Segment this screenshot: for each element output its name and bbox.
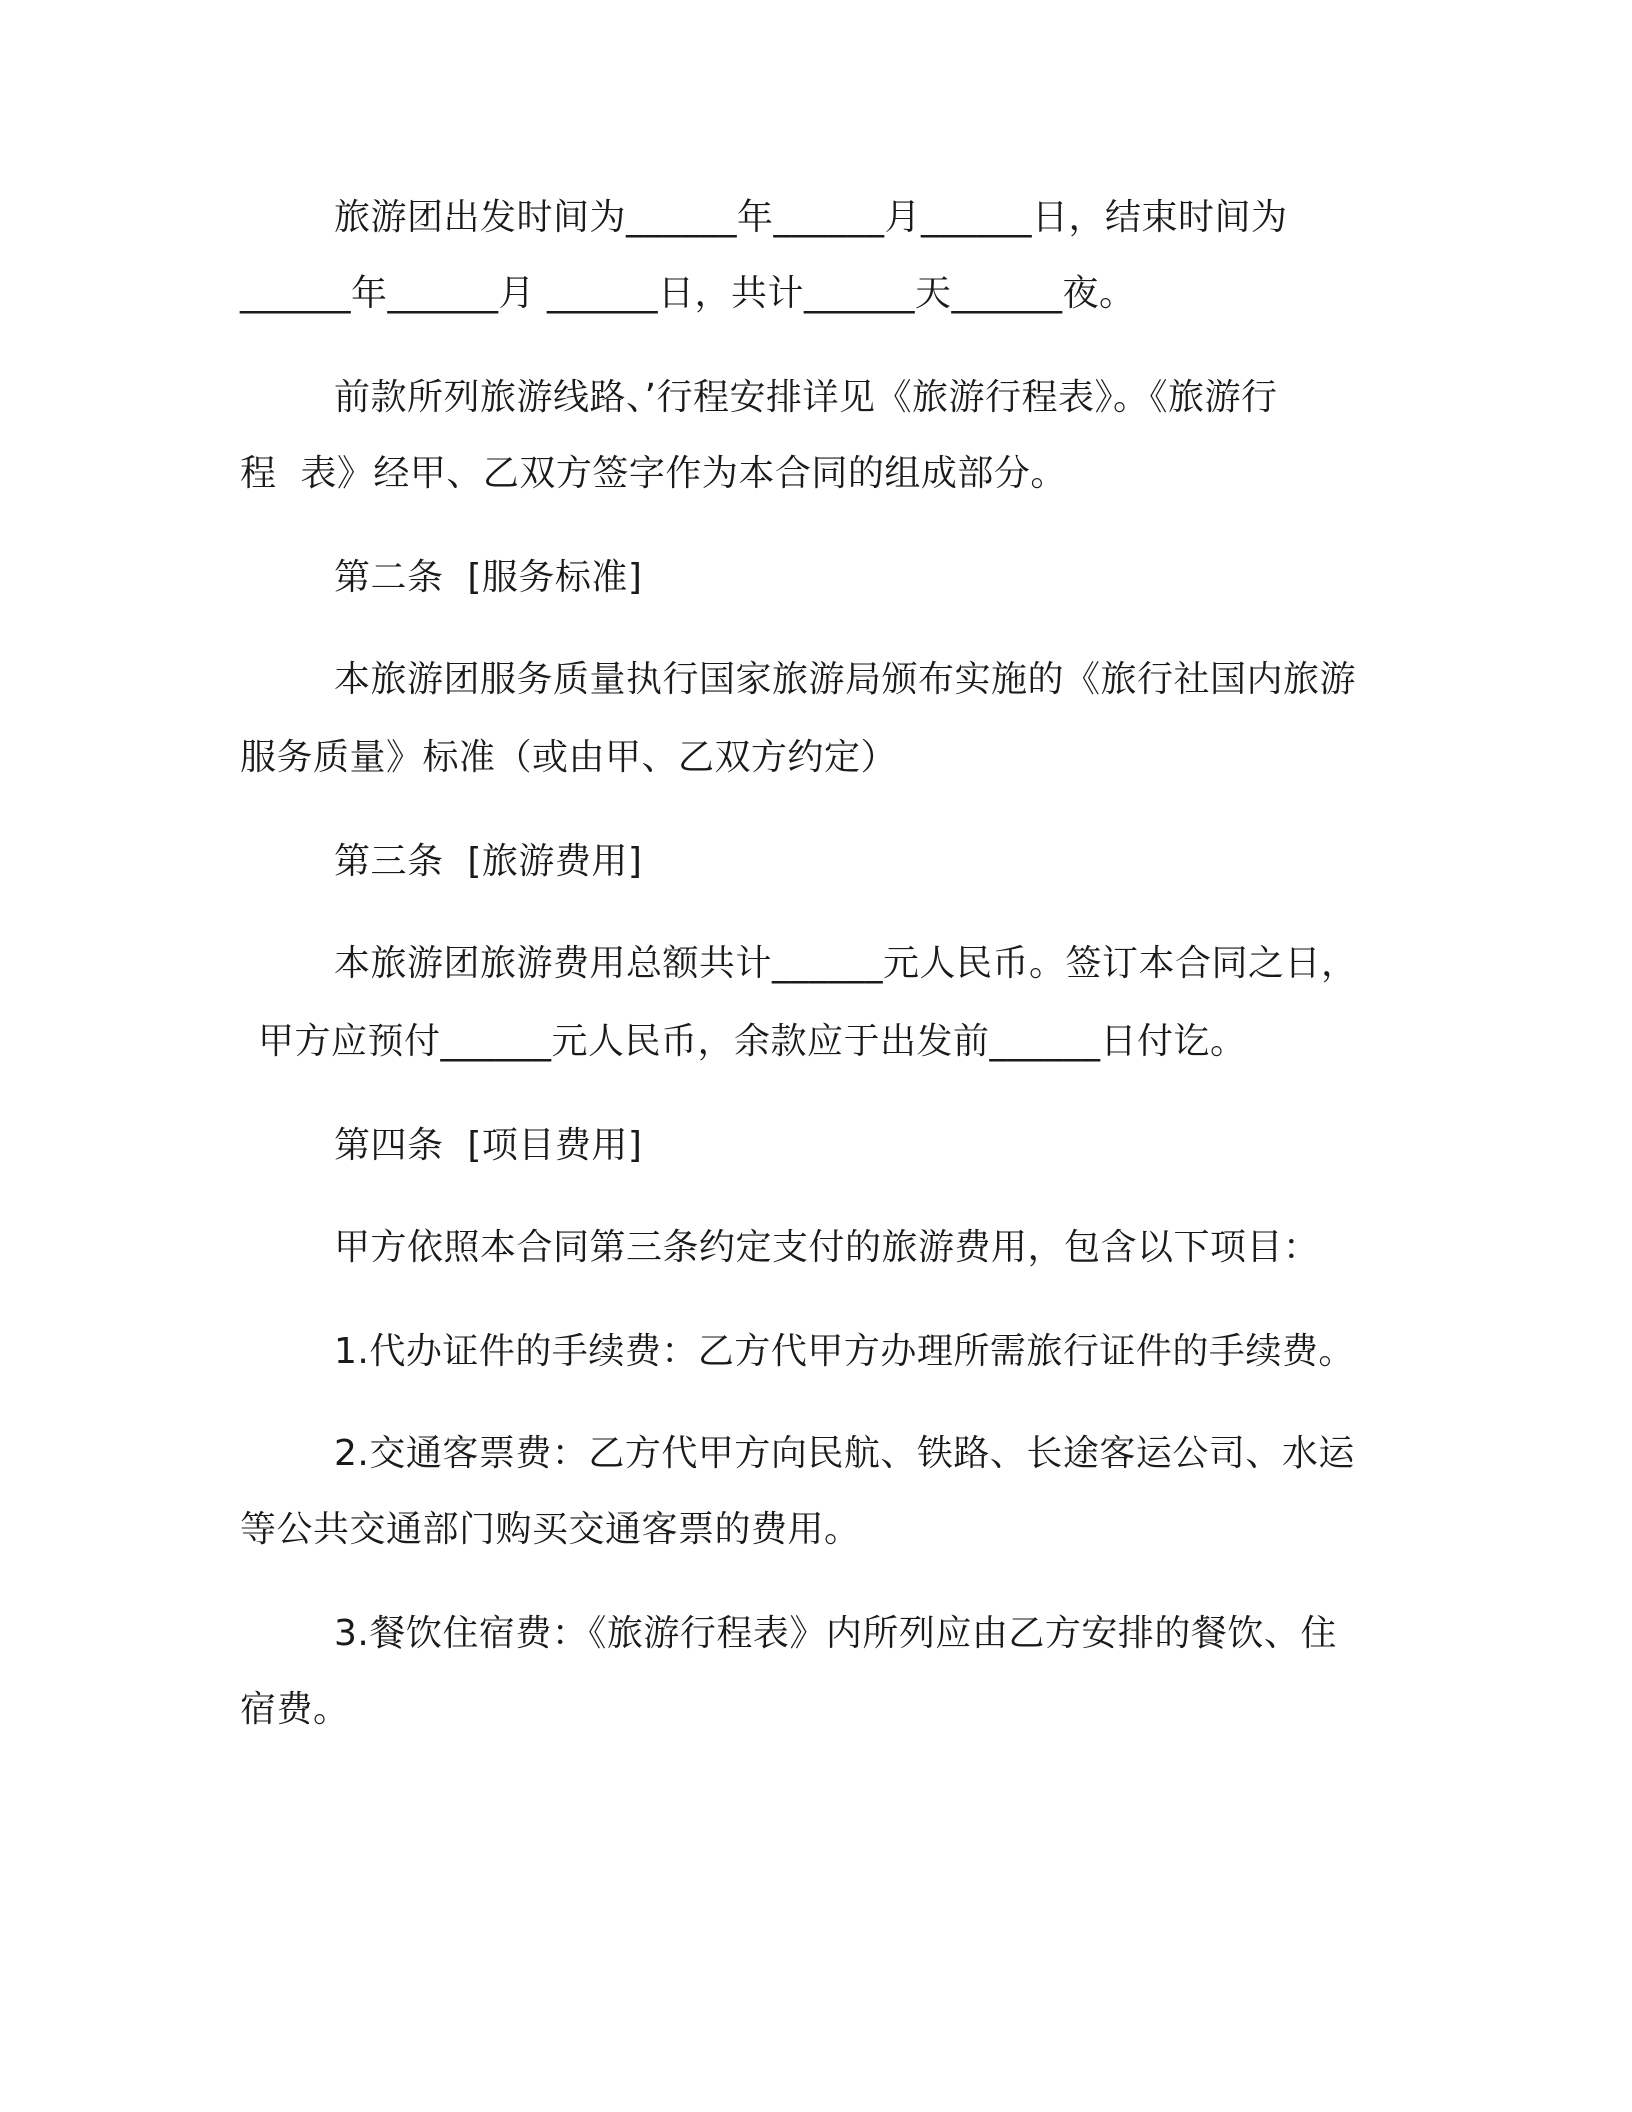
paragraph-departure-line-1: 旅游团出发时间为______年______月______日，结束时间为 <box>334 197 1288 238</box>
paragraph-fee-line-1: 本旅游团旅游费用总额共计______元人民币。签订本合同之日， <box>334 943 1358 984</box>
paragraph-items-intro: 甲方依照本合同第三条约定支付的旅游费用，包含以下项目： <box>334 1227 1320 1268</box>
item-1-documents-fee: 1.代办证件的手续费：乙方代甲方办理所需旅行证件的手续费。 <box>334 1331 1355 1372</box>
paragraph-itinerary-line-1: 前款所列旅游线路、’行程安排详见《旅游行程表》。《旅游行 <box>334 377 1278 418</box>
item-3-meals-line-2: 宿费。 <box>240 1689 350 1730</box>
article-3-heading: 第三条 [旅游费用] <box>334 841 643 882</box>
item-2-transport-line-1: 2.交通客票费：乙方代甲方向民航、铁路、长途客运公司、水运 <box>334 1433 1355 1474</box>
article-2-heading: 第二条 [服务标准] <box>334 557 643 598</box>
item-3-meals-line-1: 3.餐饮住宿费：《旅游行程表》内所列应由乙方安排的餐饮、住 <box>334 1613 1337 1654</box>
paragraph-service-line-1: 本旅游团服务质量执行国家旅游局颁布实施的《旅行社国内旅游 <box>334 659 1357 700</box>
paragraph-fee-line-2: 甲方应预付______元人民币，余款应于出发前______日付讫。 <box>258 1021 1247 1062</box>
item-2-transport-line-2: 等公共交通部门购买交通客票的费用。 <box>240 1509 861 1550</box>
paragraph-service-line-2: 服务质量》标准（或由甲、乙双方约定） <box>240 737 898 778</box>
paragraph-departure-line-2: ______年______月 ______日，共计______天______夜。 <box>240 273 1136 314</box>
paragraph-itinerary-line-2: 程 表》经甲、乙双方签字作为本合同的组成部分。 <box>240 453 1067 494</box>
article-4-heading: 第四条 [项目费用] <box>334 1125 643 1166</box>
